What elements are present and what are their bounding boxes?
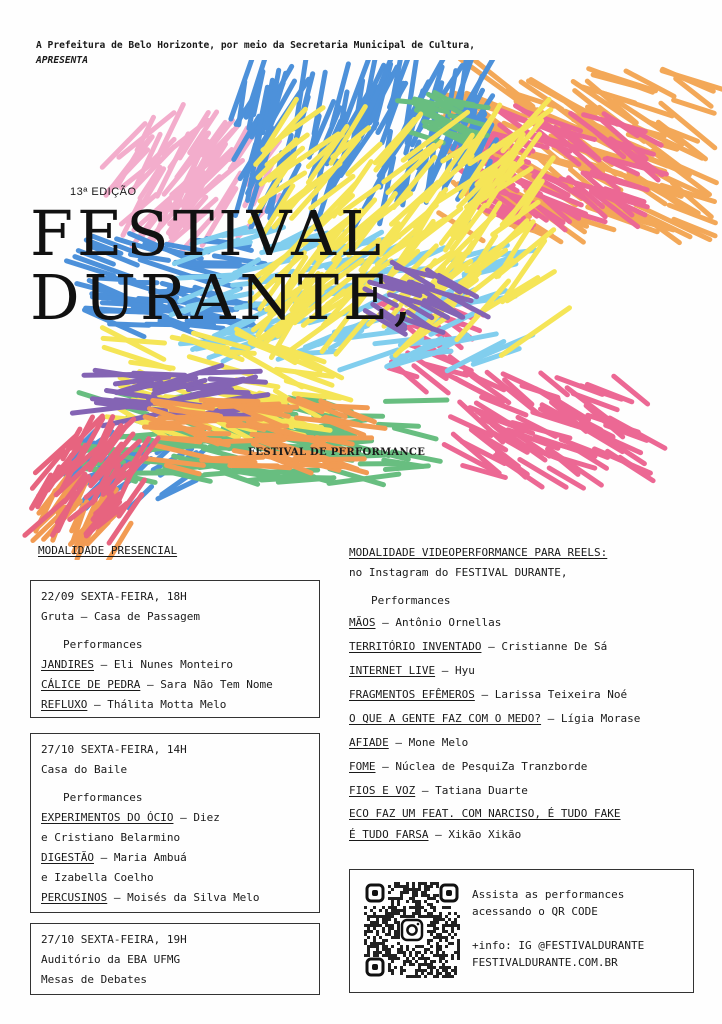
qr-text-line: Assista as performances [472, 888, 625, 901]
presents-label: APRESENTA [36, 55, 88, 66]
crayon-stroke [522, 386, 558, 398]
title-line-1: FESTIVAL [30, 197, 386, 270]
performance-title-line: ECO FAZ UM FEAT. COM NARCISO, É TUDO FAKE [349, 807, 621, 820]
performance-artist: – Moisés da Silva Melo [107, 891, 260, 904]
performance-artist: – Xikão Xikão [428, 828, 522, 841]
edition-label: 13ª EDIÇÃO [70, 186, 137, 198]
festival-subtitle: FESTIVAL DE PERFORMANCE [248, 447, 426, 458]
performance-title: O QUE A GENTE FAZ COM O MEDO? [349, 712, 542, 725]
performance-title: REFLUXO [41, 698, 88, 711]
crayon-stroke [201, 400, 258, 401]
event-date: 27/10 SEXTA-FEIRA, 19H [41, 933, 187, 946]
crayon-stroke [192, 418, 240, 420]
crayon-stroke [238, 465, 290, 468]
crayon-stroke [212, 391, 249, 392]
performance-title: FIOS E VOZ [349, 784, 416, 797]
crayon-stroke [247, 409, 290, 410]
event-place: Gruta – Casa de Passagem [41, 610, 200, 623]
video-heading: MODALIDADE VIDEOPERFORMANCE PARA REELS: [349, 546, 608, 559]
crayon-stroke [394, 428, 436, 439]
crayon-stroke [662, 71, 722, 91]
event-note: Mesas de Debates [41, 973, 147, 986]
performance-item [349, 755, 640, 779]
performance-title: JANDIRES [41, 658, 94, 671]
performance-item [41, 888, 309, 908]
title-line-2: DURANTE, [30, 261, 416, 334]
performance-item [349, 683, 640, 707]
performances-label: Performances [371, 594, 451, 607]
crayon-stroke [386, 400, 447, 401]
video-performance-list [349, 611, 640, 845]
performance-artist: – Núclea de PesquiZa Tranzborde [375, 760, 588, 773]
performance-artist: – Mone Melo [388, 736, 469, 749]
crayon-stroke [262, 477, 314, 480]
crayon-stroke [501, 308, 569, 356]
performances-label: Performances [63, 791, 143, 804]
performances-label: Performances [63, 638, 143, 651]
performance-title: FRAGMENTOS EFÊMEROS [349, 688, 475, 701]
event-place: Casa do Baile [41, 763, 128, 776]
event-card-3 [30, 923, 320, 995]
performance-artist: – Antônio Ornellas [375, 616, 502, 629]
performance-item [349, 825, 640, 845]
performance-item [41, 675, 309, 695]
instagram-handle[interactable]: +info: IG @FESTIVALDURANTE [472, 939, 645, 952]
performance-title: CÁLICE DE PEDRA [41, 678, 141, 691]
event-date: 27/10 SEXTA-FEIRA, 14H [41, 743, 187, 756]
performance-title: MÃOS [349, 616, 376, 629]
crayon-stroke [219, 440, 285, 442]
performance-item [349, 611, 640, 635]
performance-item [349, 707, 640, 731]
performance-item [349, 779, 640, 803]
performance-item [349, 731, 640, 755]
website-link[interactable]: FESTIVALDURANTE.COM.BR [472, 956, 618, 969]
event-place: Auditório da EBA UFMG [41, 953, 181, 966]
crayon-stroke [216, 351, 254, 353]
performance-artist: — Diez [173, 811, 220, 824]
event-card-1 [30, 580, 320, 718]
crayon-stroke [131, 362, 174, 368]
performance-title: PERCUSINOS [41, 891, 108, 904]
performance-title: É TUDO FARSA [349, 828, 429, 841]
presenter-line: A Prefeitura de Belo Horizonte, por meio da Secretaria Municipal de Cultura, [36, 40, 475, 51]
performance-artist: – Tatiana Duarte [415, 784, 528, 797]
performance-artist: – Thálita Motta Melo [87, 698, 227, 711]
presencial-heading: MODALIDADE PRESENCIAL [38, 544, 178, 557]
performance-item [349, 659, 640, 683]
performance-artist-cont: e Izabella Coelho [41, 871, 154, 884]
qr-instructions [472, 886, 644, 971]
performance-artist: – Hyu [435, 664, 475, 677]
performance-title: INTERNET LIVE [349, 664, 436, 677]
performance-artist: – Eli Nunes Monteiro [93, 658, 234, 671]
performance-title: EXPERIMENTOS DO ÓCIO [41, 811, 174, 824]
performance-artist-cont: e Cristiano Belarmino [41, 831, 181, 844]
event-date: 22/09 SEXTA-FEIRA, 18H [41, 590, 187, 603]
performance-artist: – Lígia Morase [541, 712, 641, 725]
performance-item [41, 655, 309, 675]
qr-code[interactable] [364, 882, 460, 978]
crayon-stroke [210, 379, 266, 382]
performance-artist: – Larissa Teixeira Noé [474, 688, 628, 701]
qr-info-box [349, 869, 694, 993]
video-section [349, 543, 640, 845]
performance-title: AFIADE [349, 736, 389, 749]
crayon-stroke [287, 464, 350, 467]
performance-artist: – Maria Ambuá [93, 851, 187, 864]
video-subheading: no Instagram do FESTIVAL DURANTE, [349, 566, 568, 579]
performance-item [41, 808, 309, 828]
performance-artist: – Sara Não Tem Nome [140, 678, 273, 691]
performance-item [41, 695, 309, 715]
performance-artist: – Cristianne De Sá [481, 640, 608, 653]
performance-title: DIGESTÃO [41, 851, 94, 864]
performance-item [41, 848, 309, 868]
performance-title: FOME [349, 760, 376, 773]
performance-title: TERRITÓRIO INVENTADO [349, 640, 482, 653]
instagram-icon [400, 918, 424, 942]
festival-title [30, 197, 416, 334]
crayon-stroke [220, 404, 279, 407]
performance-item [349, 635, 640, 659]
event-card-2 [30, 733, 320, 913]
qr-text-line: acessando o QR CODE [472, 905, 598, 918]
